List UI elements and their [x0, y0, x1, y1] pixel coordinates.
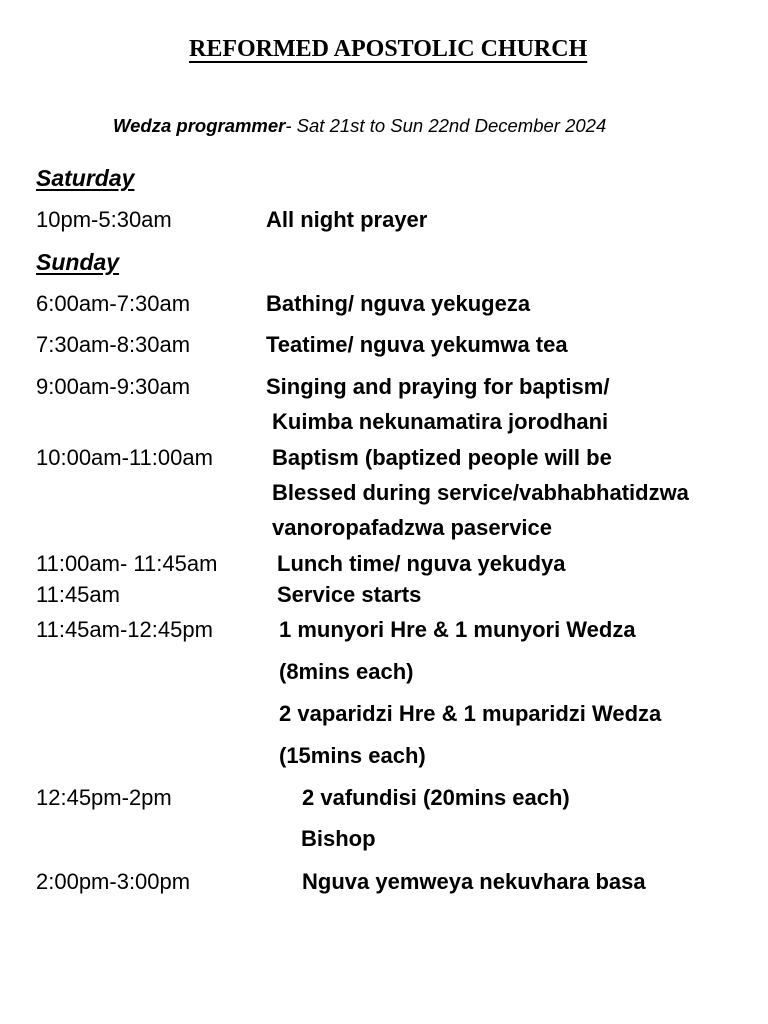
- schedule-activity: (15mins each): [279, 743, 426, 768]
- schedule-time: 11:45am: [36, 582, 120, 607]
- program-dates: - Sat 21st to Sun 22nd December 2024: [285, 115, 607, 136]
- schedule-activity: 1 munyori Hre & 1 munyori Wedza: [279, 617, 636, 642]
- document-title: REFORMED APOSTOLIC CHURCH: [189, 36, 588, 62]
- sunday-heading: Sunday: [36, 249, 120, 275]
- schedule-activity: All night prayer: [266, 207, 428, 232]
- schedule-time: 12:45pm-2pm: [36, 785, 172, 810]
- schedule-activity: Teatime/ nguva yekumwa tea: [266, 332, 568, 357]
- schedule-activity: (8mins each): [279, 659, 414, 684]
- schedule-activity: Nguva yemweya nekuvhara basa: [302, 869, 646, 894]
- saturday-heading: Saturday: [36, 165, 135, 191]
- schedule-time: 10:00am-11:00am: [36, 445, 213, 470]
- schedule-time: 9:00am-9:30am: [36, 374, 191, 399]
- schedule-activity: Bishop: [301, 826, 376, 851]
- schedule-activity: Baptism (baptized people will be: [272, 445, 612, 470]
- schedule-time: 10pm-5:30am: [36, 207, 172, 232]
- schedule-time: 6:00am-7:30am: [36, 291, 191, 316]
- schedule-activity: Singing and praying for baptism/: [266, 374, 610, 399]
- schedule-activity: vanoropafadzwa paservice: [272, 515, 553, 540]
- schedule-activity: Lunch time/ nguva yekudya: [277, 551, 566, 576]
- schedule-time: 2:00pm-3:00pm: [36, 869, 191, 894]
- schedule-activity: 2 vafundisi (20mins each): [302, 785, 570, 810]
- schedule-activity: Blessed during service/vabhabhatidzwa: [272, 480, 689, 505]
- schedule-time: 11:00am- 11:45am: [36, 551, 218, 576]
- schedule-activity: Bathing/ nguva yekugeza: [266, 291, 531, 316]
- schedule-time: 11:45am-12:45pm: [36, 617, 213, 642]
- schedule-activity: 2 vaparidzi Hre & 1 muparidzi Wedza: [279, 701, 662, 726]
- program-name: Wedza programmer: [113, 115, 286, 136]
- schedule-activity: Kuimba nekunamatira jorodhani: [272, 409, 609, 434]
- program-subtitle: [113, 117, 606, 136]
- schedule-activity: Service starts: [277, 582, 422, 607]
- schedule-time: 7:30am-8:30am: [36, 332, 191, 357]
